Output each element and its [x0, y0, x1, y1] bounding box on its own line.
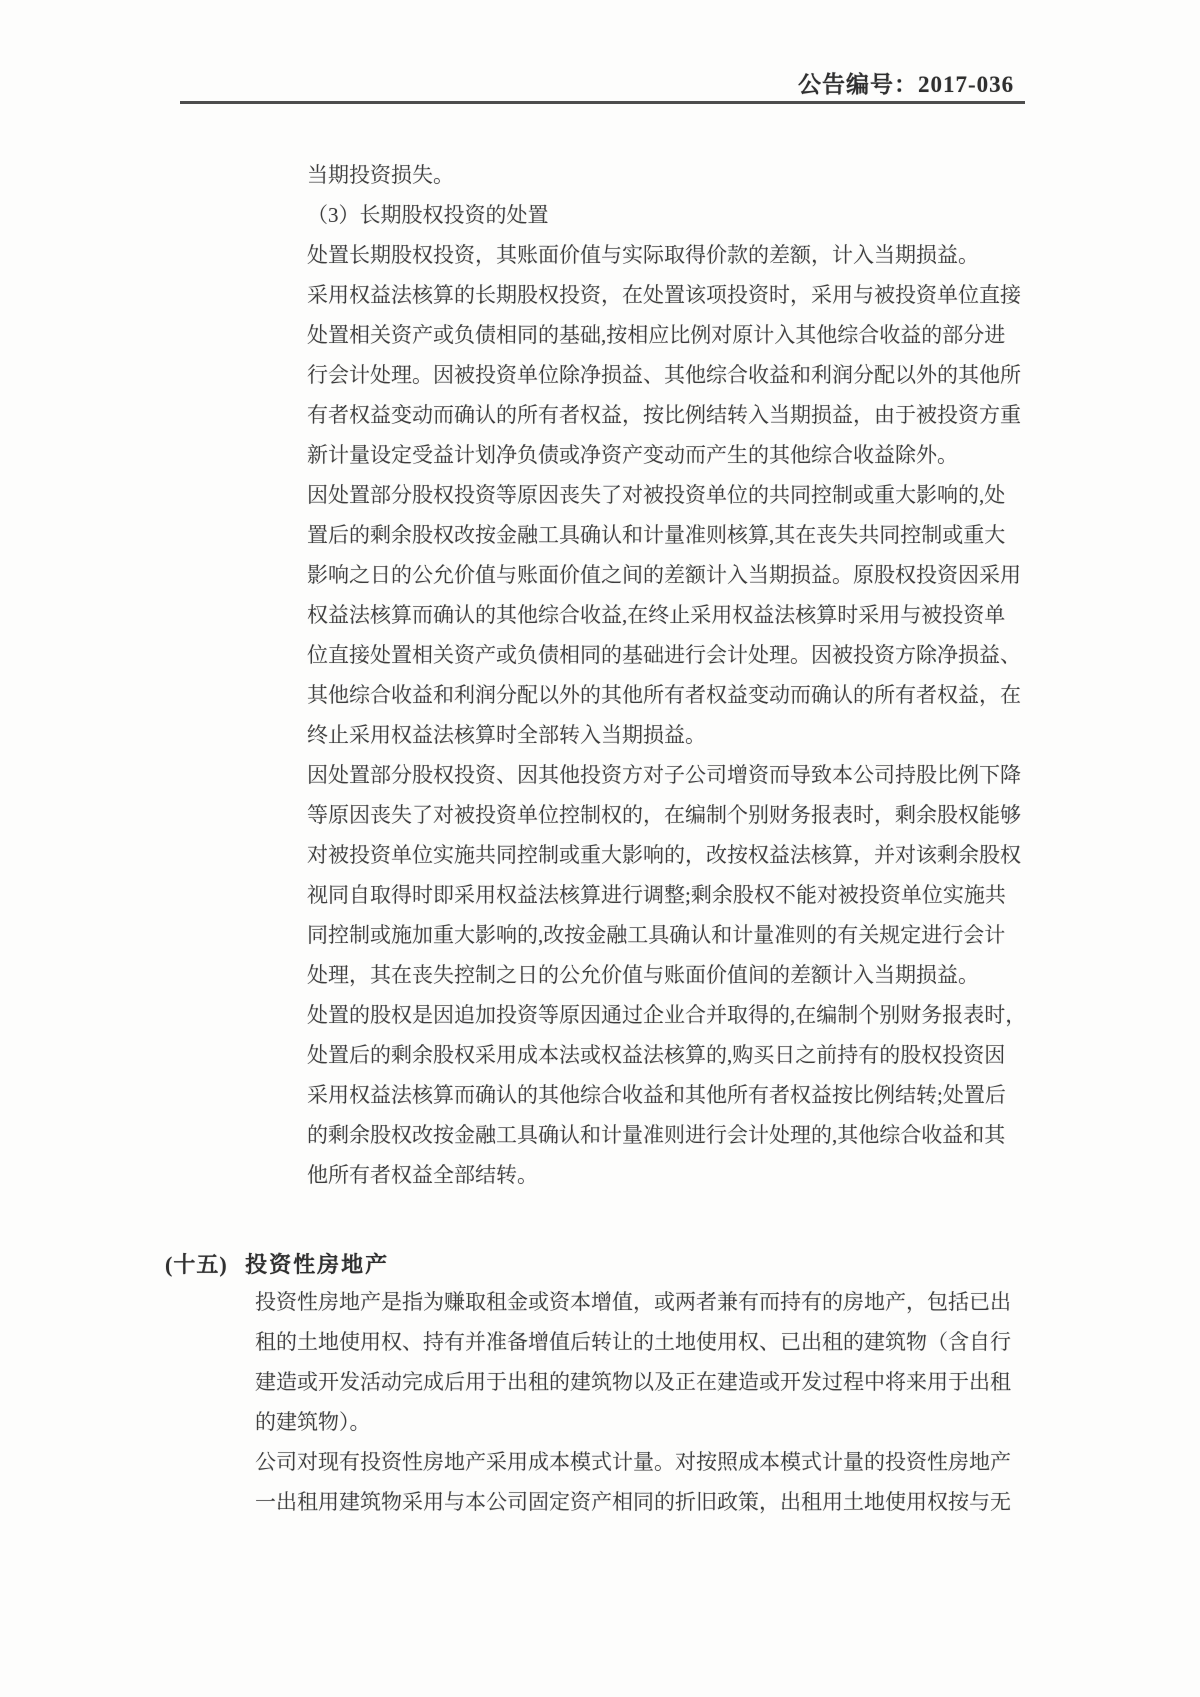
text-line: 有者权益变动而确认的所有者权益，按比例结转入当期损益，由于被投资方重: [307, 403, 1021, 427]
section-15-number: (十五): [165, 1252, 228, 1277]
text-line: 采用权益法核算而确认的其他综合收益和其他所有者权益按比例结转;处置后: [307, 1083, 1006, 1107]
text-line: 采用权益法核算的长期股权投资，在处置该项投资时，采用与被投资单位直接: [307, 283, 1021, 307]
text-line: 处置后的剩余股权采用成本法或权益法核算的,购买日之前持有的股权投资因: [307, 1043, 1006, 1067]
text-line: 其他综合收益和利润分配以外的其他所有者权益变动而确认的所有者权益，在: [307, 683, 1021, 707]
investment-property-text-block: [255, 1282, 1013, 1522]
text-line: 投资性房地产是指为赚取租金或资本增值，或两者兼有而持有的房地产，包括已出: [255, 1290, 1011, 1314]
text-line: 的剩余股权改按金融工具确认和计量准则进行会计处理的,其他综合收益和其: [307, 1123, 1006, 1147]
text-line: 公司对现有投资性房地产采用成本模式计量。对按照成本模式计量的投资性房地产: [255, 1450, 1011, 1474]
text-line: 影响之日的公允价值与账面价值之间的差额计入当期损益。原股权投资因采用: [307, 563, 1021, 587]
text-line: 对被投资单位实施共同控制或重大影响的，改按权益法核算，并对该剩余股权: [307, 843, 1021, 867]
text-line: 租的土地使用权、持有并准备增值后转让的土地使用权、已出租的建筑物（含自行: [255, 1330, 1011, 1354]
text-line: 同控制或施加重大影响的,改按金融工具确认和计量准则的有关规定进行会计: [307, 923, 1006, 947]
text-line: 终止采用权益法核算时全部转入当期损益。: [307, 723, 706, 747]
text-line: 因处置部分股权投资等原因丧失了对被投资单位的共同控制或重大影响的,处: [307, 483, 1006, 507]
text-line: 等原因丧失了对被投资单位控制权的，在编制个别财务报表时，剩余股权能够: [307, 803, 1021, 827]
text-line: 权益法核算而确认的其他综合收益,在终止采用权益法核算时采用与被投资单: [307, 603, 1006, 627]
text-line: 处置的股权是因追加投资等原因通过企业合并取得的,在编制个别财务报表时，: [307, 1003, 1027, 1027]
text-line: 因处置部分股权投资、因其他投资方对子公司增资而导致本公司持股比例下降: [307, 763, 1021, 787]
text-line: 建造或开发活动完成后用于出租的建筑物以及正在建造或开发过程中将来用于出租: [255, 1370, 1011, 1394]
text-line: 视同自取得时即采用权益法核算进行调整;剩余股权不能对被投资单位实施共: [307, 883, 1006, 907]
announcement-number: 公告编号：2017-036: [798, 72, 1015, 97]
header-rule: [180, 101, 1025, 104]
equity-disposal-text-block: [307, 155, 1027, 1195]
text-line: （3）长期股权投资的处置: [307, 203, 549, 227]
text-line: 他所有者权益全部结转。: [307, 1163, 538, 1187]
text-line: 置后的剩余股权改按金融工具确认和计量准则核算,其在丧失共同控制或重大: [307, 523, 1006, 547]
text-line: 处置长期股权投资，其账面价值与实际取得价款的差额，计入当期损益。: [307, 243, 979, 267]
text-line: 处理，其在丧失控制之日的公允价值与账面价值间的差额计入当期损益。: [307, 963, 979, 987]
section-15-heading: [165, 1248, 389, 1279]
text-line: 一出租用建筑物采用与本公司固定资产相同的折旧政策，出租用土地使用权按与无: [255, 1490, 1011, 1514]
text-line: 的建筑物）。: [255, 1410, 371, 1434]
section-15-title: 投资性房地产: [245, 1252, 390, 1277]
text-line: 处置相关资产或负债相同的基础,按相应比例对原计入其他综合收益的部分进: [307, 323, 1006, 347]
text-line: 当期投资损失。: [307, 163, 454, 187]
text-line: 行会计处理。因被投资单位除净损益、其他综合收益和利润分配以外的其他所: [307, 363, 1021, 387]
text-line: 新计量设定受益计划净负债或净资产变动而产生的其他综合收益除外。: [307, 443, 958, 467]
text-line: 位直接处置相关资产或负债相同的基础进行会计处理。因被投资方除净损益、: [307, 643, 1021, 667]
